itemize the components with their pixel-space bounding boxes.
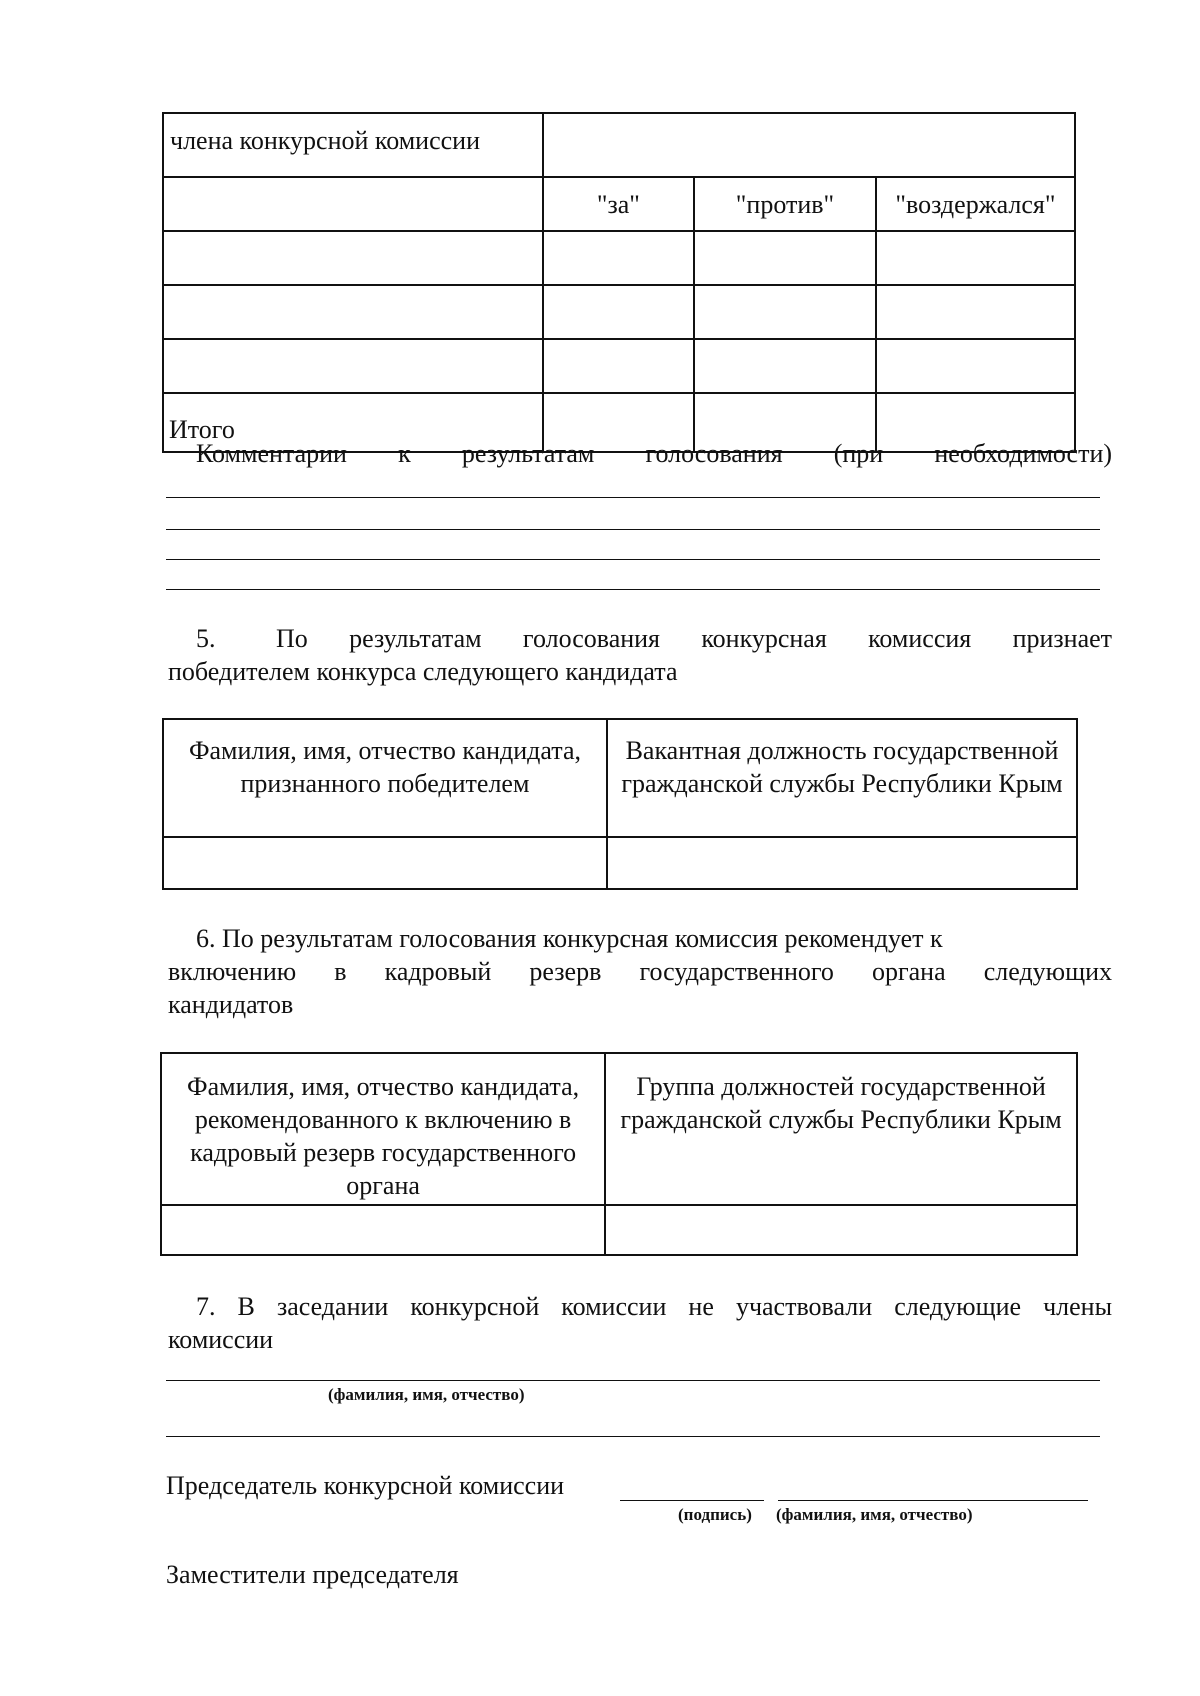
comments-word: к [398,439,411,468]
table-cell [694,231,876,285]
table-row [161,1205,1077,1255]
table-cell [163,285,543,339]
section7-line1 [196,1290,1112,1323]
section7-word: члены [1043,1292,1113,1321]
table-row [163,339,1075,393]
section5-word: комиссия [868,624,972,653]
section6-word: следующих [983,957,1113,986]
section5-line2: победителем конкурса следующего кандидата [168,657,678,686]
vote-total-label: Итого [163,393,543,452]
section5-line1 [196,622,1112,655]
section7-word: конкурсной [410,1292,540,1321]
table-row [161,1053,1077,1205]
winner-position-header: Вакантная должность государственной гражданской службы Республики Крым [607,719,1077,837]
table-cell [163,837,607,889]
table-row [163,719,1077,837]
section5-word: По [276,624,308,653]
section7-word: следующие [894,1292,1022,1321]
comments-word: результатам [461,439,595,468]
section5-word: конкурсная [701,624,827,653]
table-cell [543,339,694,393]
section7-word: участвовали [735,1292,873,1321]
section7-word: не [688,1292,714,1321]
section6-word: в [334,957,347,986]
table-row [163,177,1075,231]
comment-line [166,559,1100,560]
section7-word: комиссии [561,1292,667,1321]
table-cell [543,285,694,339]
vote-table-member-label: члена конкурсной комиссии [163,113,543,177]
reserve-fio-header: Фамилия, имя, отчество кандидата, рекомендованного к включению в кадровый резерв государственного органа [161,1053,605,1205]
table-row [163,837,1077,889]
section7-word: 7. [196,1292,216,1321]
section6-word: резерв [529,957,602,986]
winner-table [162,718,1078,890]
vote-header-against: "против" [694,177,876,231]
vote-table-header-merged [543,113,1075,177]
table-cell [607,837,1077,889]
table-cell [543,231,694,285]
vote-header-abstained: "воздержался" [876,177,1075,231]
section-number: 5. [196,624,216,653]
section5-word: голосования [522,624,661,653]
section7-word: заседании [276,1292,389,1321]
section5-word: признает [1012,624,1113,653]
reserve-group-header: Группа должностей государственной гражданской службы Республики Крым [605,1053,1077,1205]
table-cell [876,285,1075,339]
signature-caption: (подпись) [678,1505,752,1524]
comments-word: (при [833,439,884,468]
comment-line [166,529,1100,530]
comments-heading [196,437,1112,470]
reserve-table [160,1052,1078,1256]
table-cell [161,1205,605,1255]
section5-text [276,622,1112,655]
table-cell [163,339,543,393]
section7-line2: комиссии [168,1325,274,1354]
table-cell [876,339,1075,393]
deputies-label: Заместители председателя [166,1560,459,1589]
section6-line3: кандидатов [168,990,294,1019]
table-row [163,285,1075,339]
comments-word: голосования [645,439,783,468]
table-row [163,231,1075,285]
absent-members-line [166,1380,1100,1381]
comment-line [166,589,1100,590]
section7-word: В [237,1292,255,1321]
winner-fio-header: Фамилия, имя, отчество кандидата, признанного победителем [163,719,607,837]
comments-word: Комментарии [196,439,347,468]
table-cell [876,231,1075,285]
table-cell [694,339,876,393]
chairman-label: Председатель конкурсной комиссии [166,1471,565,1500]
absent-members-line [166,1436,1100,1437]
section5-word: результатам [349,624,482,653]
table-row [163,113,1075,177]
section6-line2 [168,955,1112,988]
fio-caption: (фамилия, имя, отчество) [328,1385,525,1404]
signature-line [620,1500,764,1501]
comments-word: необходимости) [934,439,1113,468]
chairman-fio-caption: (фамилия, имя, отчество) [776,1505,973,1524]
vote-header-for: "за" [543,177,694,231]
comment-line [166,497,1100,498]
section6-word: включению [168,957,297,986]
fio-line [778,1500,1088,1501]
table-cell [694,285,876,339]
section6-line1: 6. По результатам голосования конкурсная комиссия рекомендует к [196,924,943,953]
section6-word: кадровый [384,957,492,986]
section6-word: органа [871,957,946,986]
vote-results-table [162,112,1076,453]
table-cell [163,177,543,231]
section6-word: государственного [639,957,834,986]
table-cell [605,1205,1077,1255]
table-cell [163,231,543,285]
